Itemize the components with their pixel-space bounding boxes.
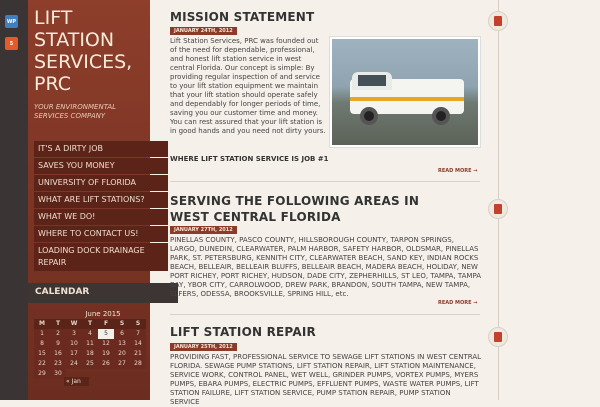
nav-item-what-are-lift-stations[interactable]: WHAT ARE LIFT STATIONS? xyxy=(34,192,168,208)
calendar-day[interactable]: 20 xyxy=(114,349,130,359)
html5-icon[interactable]: 5 xyxy=(5,37,18,50)
post-date: JANUARY 27TH, 2012 xyxy=(170,226,237,234)
calendar-day[interactable]: 10 xyxy=(66,339,82,349)
calendar-day[interactable]: 19 xyxy=(98,349,114,359)
nav-item-saves-money[interactable]: SAVES YOU MONEY xyxy=(34,158,168,174)
read-more-link[interactable]: READ MORE → xyxy=(438,168,478,174)
calendar-weekday: F xyxy=(98,319,114,329)
calendar-day xyxy=(114,369,130,379)
post-format-icon xyxy=(488,11,508,31)
nav-item-dirty-job[interactable]: IT'S A DIRTY JOB xyxy=(34,141,168,157)
calendar-title: CALENDAR xyxy=(35,287,90,297)
calendar-day[interactable]: 24 xyxy=(66,359,82,369)
calendar-month: June 2015 xyxy=(85,310,121,318)
calendar-day[interactable]: 26 xyxy=(98,359,114,369)
calendar-day[interactable]: 18 xyxy=(82,349,98,359)
calendar-day[interactable]: 5 xyxy=(98,329,114,339)
calendar-day[interactable]: 15 xyxy=(34,349,50,359)
nav-item-university-florida[interactable]: UNIVERSITY OF FLORIDA xyxy=(34,175,168,191)
calendar-table xyxy=(34,319,146,379)
calendar-day[interactable]: 16 xyxy=(50,349,66,359)
post-body: PINELLAS COUNTY, PASCO COUNTY, HILLSBOROUGH COUNTY, TARPON SPRINGS, LARGO, DUNEDIN, CLEARWATER, PALM HARBOR, SAFETY HARBOR, OLDSMAR, PINELLAS PARK, ST. PETERSBURG, KENNITH CITY, CLEARWATER BEACH, SAND KEY, INDIAN ROCKS BEACH, BELLEAIR, BELLEAIR BLUFFS, BELLEAIR BEACH, MADERA BEACH, HOLIDAY, NEW PORT RICHEY, PORT RICHEY, HUDSON, DADE CITY, ZEPHERHILLS, ST LEO, TAMPA, TAMPA BAY, YBOR CITY, CARROLWOOD, DREW PARK, BRANDON, SOUTH TAMPA, NEW TAMPA, ELFERS, ODESSA, BROOKSVILLE, SPRING HILL, etc. xyxy=(170,236,482,298)
icon-strip xyxy=(0,0,28,400)
calendar-day[interactable]: 17 xyxy=(66,349,82,359)
calendar-weekday: W xyxy=(66,319,82,329)
calendar-weekday: M xyxy=(34,319,50,329)
calendar-day[interactable]: 21 xyxy=(130,349,146,359)
sidebar xyxy=(28,0,150,400)
calendar-day[interactable]: 1 xyxy=(34,329,50,339)
calendar-day[interactable]: 9 xyxy=(50,339,66,349)
wordpress-icon[interactable]: WP xyxy=(5,15,18,28)
post-body: PROVIDING FAST, PROFESSIONAL SERVICE TO SEWAGE LIFT STATIONS IN WEST CENTRAL FLORIDA. SEWAGE PUMP STATIONS, LIFT STATION REPAIR, LIFT STATION MAINTENANCE, SERVICE WORK, CONTROL PANEL, WET WELL, GRINDER PUMPS, VORTEX PUMPS, MYERS PUMPS, EBARA PUMPS, ELECTRIC PUMPS, EFFLUENT PUMPS, WASTE WATER PUMPS, LIFT STATION FAILURE, LIFT STATION SERVICE, PUMP STATION REPAIR, PUMP STATION SERVICE xyxy=(170,353,482,406)
post-divider xyxy=(170,181,480,182)
nav-item-contact[interactable]: WHERE TO CONTACT US! xyxy=(34,226,168,242)
post-date: JANUARY 24TH, 2012 xyxy=(170,27,237,35)
calendar-day[interactable]: 2 xyxy=(50,329,66,339)
calendar-day[interactable]: 6 xyxy=(114,329,130,339)
calendar-day[interactable]: 22 xyxy=(34,359,50,369)
site-tagline: YOUR ENVIRONMENTAL SERVICES COMPANY xyxy=(34,103,117,120)
calendar-day[interactable]: 8 xyxy=(34,339,50,349)
nav-item-what-we-do[interactable]: WHAT WE DO! xyxy=(34,209,168,225)
calendar-day[interactable]: 11 xyxy=(82,339,98,349)
calendar-day[interactable]: 12 xyxy=(98,339,114,349)
calendar-day[interactable]: 4 xyxy=(82,329,98,339)
calendar-day[interactable]: 23 xyxy=(50,359,66,369)
calendar-weekday: T xyxy=(50,319,66,329)
calendar-weekday: S xyxy=(130,319,146,329)
post-divider xyxy=(170,314,480,315)
post-body: Lift Station Services, PRC was founded out of the need for dependable, professional, and honest lift station service in west central Florida. Our concept is simple: By providing regular inspection of and service to your lift station equipment we maintain that your lift station should operate safely and dependably for longer periods of time, saving you our customer time and money. You can rest assured that your lift station is in good hands and you need not dirty yours. xyxy=(170,37,326,135)
read-more-link[interactable]: READ MORE → xyxy=(438,300,478,306)
calendar-weekday: S xyxy=(114,319,130,329)
site-title[interactable]: LIFT STATION SERVICES, PRC xyxy=(34,7,133,95)
calendar-day[interactable]: 29 xyxy=(34,369,50,379)
post-format-icon xyxy=(488,327,508,347)
calendar-day[interactable]: 30 xyxy=(50,369,66,379)
calendar-day[interactable]: 25 xyxy=(82,359,98,369)
post-date: JANUARY 25TH, 2012 xyxy=(170,343,237,351)
post-title[interactable]: MISSION STATEMENT xyxy=(170,10,315,24)
post-title[interactable]: LIFT STATION REPAIR xyxy=(170,325,316,339)
calendar-day[interactable]: 14 xyxy=(130,339,146,349)
calendar-day[interactable]: 13 xyxy=(114,339,130,349)
calendar-day xyxy=(98,369,114,379)
post-format-icon xyxy=(488,199,508,219)
nav-item-loading-dock[interactable]: LOADING DOCK DRAINAGE REPAIR xyxy=(34,243,168,271)
calendar-day[interactable]: 27 xyxy=(114,359,130,369)
service-truck-image xyxy=(330,37,480,147)
calendar-prev-link[interactable]: « Jan xyxy=(64,377,89,386)
calendar-day[interactable]: 28 xyxy=(130,359,146,369)
calendar-day[interactable]: 3 xyxy=(66,329,82,339)
calendar-weekday: T xyxy=(82,319,98,329)
main-content xyxy=(150,0,600,406)
post-subheading: WHERE LIFT STATION SERVICE IS JOB #1 xyxy=(170,155,329,163)
calendar-day[interactable]: 7 xyxy=(130,329,146,339)
post-title[interactable]: SERVING THE FOLLOWING AREAS IN WEST CENTRAL FLORIDA xyxy=(170,194,420,224)
calendar-day xyxy=(130,369,146,379)
